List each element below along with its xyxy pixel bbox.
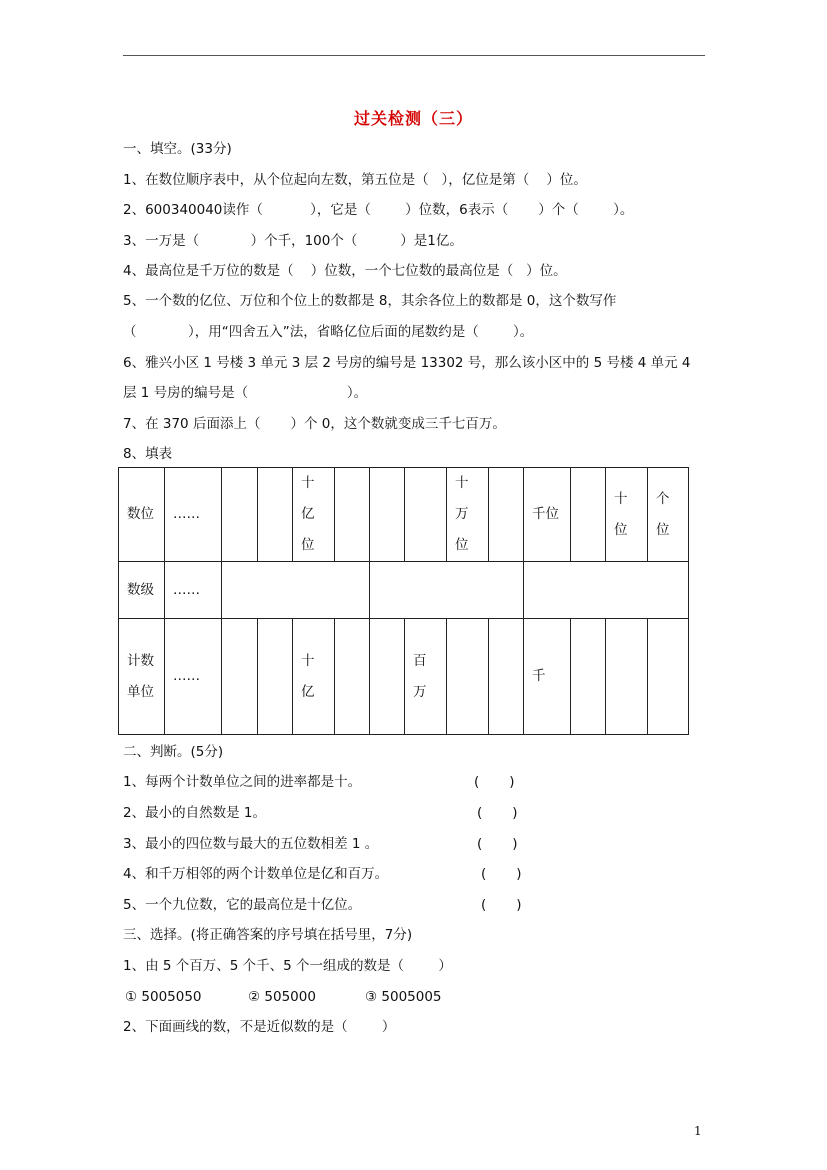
question-6-line1: 6、雅兴小区 1 号楼 3 单元 3 层 2 号房的编号是 13302 号，那么该小区中的 5 号楼 4 单元 4	[123, 355, 691, 371]
blank-cell	[370, 562, 524, 619]
blank-cell	[648, 619, 689, 735]
char: 亿	[301, 683, 315, 700]
question-3: 3、一万是（ ）个千，100个（ ）是1亿。	[123, 233, 463, 249]
cell-shi-wei	[606, 468, 648, 562]
judge-5: 5、一个九位数，它的最高位是十亿位。	[123, 897, 362, 913]
choice-1: 1、由 5 个百万、5 个千、5 个一组成的数是（ ）	[123, 958, 452, 974]
cell-qian-wei: 千位	[524, 468, 571, 562]
judge-1: 1、每两个计数单位之间的进率都是十。	[123, 774, 362, 790]
char: 个	[656, 490, 670, 507]
blank-cell	[370, 619, 405, 735]
table-row-period	[119, 562, 689, 619]
option-3: ③ 5005005	[365, 989, 442, 1005]
table-row-digit	[119, 468, 689, 562]
question-5-line2: （ ），用“四舍五入”法，省略亿位后面的尾数约是（ ）。	[123, 324, 534, 340]
blank-cell	[489, 468, 524, 562]
judge-2: 2、最小的自然数是 1。	[123, 805, 266, 821]
blank-cell	[335, 468, 370, 562]
section3-header: 三、选择。(将正确答案的序号填在括号里，7分)	[123, 927, 413, 943]
blank-cell	[571, 468, 606, 562]
question-1: 1、在数位顺序表中，从个位起向左数，第五位是（ ），亿位是第（ ）位。	[123, 172, 587, 188]
cell-bai-wan	[405, 619, 447, 735]
header-rule	[123, 55, 705, 56]
question-4: 4、最高位是千万位的数是（ ）位数，一个七位数的最高位是（ ）位。	[123, 263, 567, 279]
question-8: 8、填表	[123, 446, 173, 462]
section2-header: 二、判断。(5分)	[123, 744, 224, 760]
char: 位	[614, 521, 628, 538]
blank-cell	[258, 468, 293, 562]
cell-ge-wei	[648, 468, 689, 562]
page-number: 1	[694, 1124, 702, 1138]
judge-3-paren: ( )	[477, 836, 518, 852]
cell-shi-yi	[293, 619, 335, 735]
row-label-period: 数级	[119, 562, 165, 619]
blank-cell	[258, 619, 293, 735]
option-2: ② 505000	[248, 989, 316, 1005]
page-title: 过关检测（三）	[353, 109, 473, 128]
blank-cell	[606, 619, 648, 735]
blank-cell	[489, 619, 524, 735]
question-6-line2: 层 1 号房的编号是（ ）。	[123, 385, 368, 401]
char: 百	[413, 652, 427, 669]
blank-cell	[335, 619, 370, 735]
row-label-unit	[119, 619, 165, 735]
blank-cell	[370, 468, 405, 562]
blank-cell	[524, 562, 689, 619]
char: 单位	[127, 683, 154, 700]
char: 万	[413, 683, 427, 700]
char: 十	[301, 475, 315, 491]
char: 十	[455, 475, 469, 491]
blank-cell	[571, 619, 606, 735]
place-value-table	[118, 467, 689, 735]
judge-5-paren: ( )	[481, 897, 522, 913]
char: 位	[455, 537, 469, 553]
blank-cell	[447, 619, 489, 735]
ellipsis-cell: ……	[165, 562, 222, 619]
blank-cell	[222, 619, 258, 735]
blank-cell	[222, 468, 258, 562]
choice-2: 2、下面画线的数，不是近似数的是（ ）	[123, 1019, 396, 1035]
option-1: ① 5005050	[125, 989, 202, 1005]
ellipsis-cell: ……	[165, 468, 222, 562]
char: 位	[301, 537, 315, 553]
cell-shi-wan-wei	[447, 468, 489, 562]
blank-cell	[405, 468, 447, 562]
judge-2-paren: ( )	[477, 805, 518, 821]
question-7: 7、在 370 后面添上（ ）个 0，这个数就变成三千七百万。	[123, 416, 506, 432]
char: 位	[656, 521, 670, 538]
cell-qian: 千	[524, 619, 571, 735]
section1-header: 一、填空。(33分)	[123, 141, 232, 157]
judge-4-paren: ( )	[481, 866, 522, 882]
judge-1-paren: ( )	[474, 774, 515, 790]
char: 十	[614, 490, 628, 507]
cell-shi-yi-wei	[293, 468, 335, 562]
question-2: 2、600340040读作（ ），它是（ ）位数，6表示（ ）个（ ）。	[123, 202, 634, 218]
ellipsis-cell: ……	[165, 619, 222, 735]
judge-3: 3、最小的四位数与最大的五位数相差 1 。	[123, 836, 379, 852]
char: 十	[301, 652, 315, 669]
char: 万	[455, 506, 469, 522]
char: 亿	[301, 506, 315, 522]
char: 计数	[127, 652, 154, 669]
blank-cell	[222, 562, 370, 619]
judge-4: 4、和千万相邻的两个计数单位是亿和百万。	[123, 866, 389, 882]
table-row-unit	[119, 619, 689, 735]
row-label-digit: 数位	[119, 468, 165, 562]
question-5-line1: 5、一个数的亿位、万位和个位上的数都是 8，其余各位上的数都是 0，这个数写作	[123, 293, 617, 309]
